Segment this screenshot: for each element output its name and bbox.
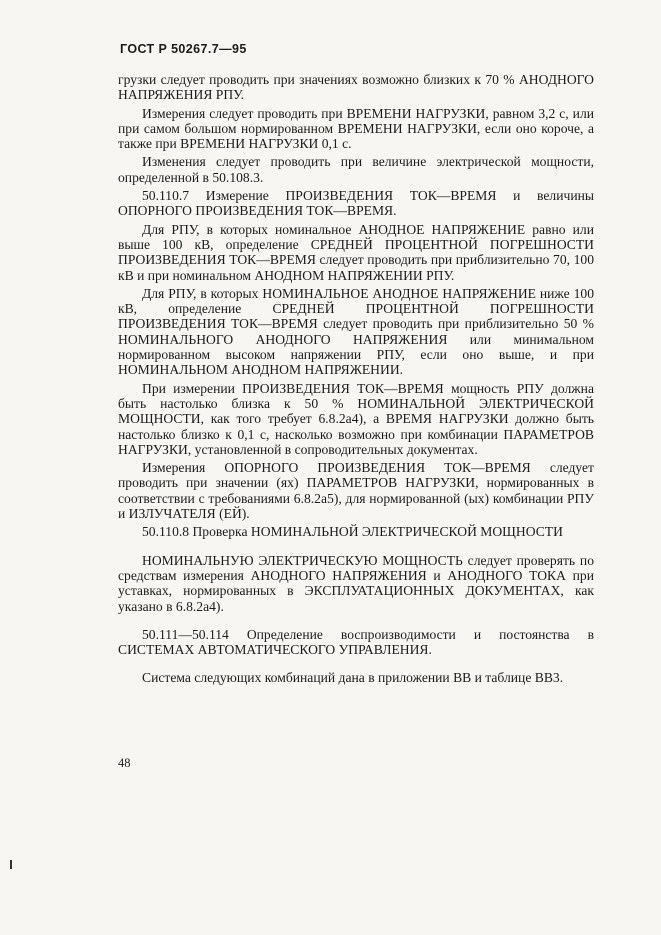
page-number: 48	[118, 756, 131, 770]
clause-50-110-8: 50.110.8 Проверка НОМИНАЛЬНОЙ ЭЛЕКТРИЧЕСКОЙ МОЩНОСТИ	[142, 524, 563, 540]
document-header: ГОСТ Р 50267.7—95	[120, 42, 247, 56]
paragraph-power-condition: Изменения следует проводить при величине электрической мощности, определенной в 50.108.3.	[118, 154, 594, 185]
clause-50-111-114: 50.111—50.114 Определение воспроизводимости и постоянства в СИСТЕМАХ АВТОМАТИЧЕСКОГО УПРАВЛЕНИЯ.	[118, 626, 594, 658]
paragraph-power-during-measurement: При измерении ПРОИЗВЕДЕНИЯ ТОК—ВРЕМЯ мощность РПУ должна быть настолько близка к 50 % НОМИНАЛЬНОЙ ЭЛЕКТРИЧЕСКОЙ МОЩНОСТИ, как того требует 6.8.2а4), а ВРЕМЯ НАГРУЗКИ должно быть настолько близко к 0,1 с, насколько возможно при комбинации ПАРАМЕТРОВ НАГРУЗКИ, установленной в сопроводительных документах.	[118, 380, 594, 457]
paragraph-nominal-power-check: НОМИНАЛЬНУЮ ЭЛЕКТРИЧЕСКУЮ МОЩНОСТЬ следует проверять по средствам измерения АНОДНОГО НАПРЯЖЕНИЯ и АНОДНОГО ТОКА при уставках, нормированных в ЭКСПЛУАТАЦИОННЫХ ДОКУМЕНТАХ, как указано в 6.8.2а4).	[118, 552, 594, 614]
paragraph-measurement-time: Измерения следует проводить при ВРЕМЕНИ НАГРУЗКИ, равном 3,2 с, или при самом большом нормированном ВРЕМЕНИ НАГРУЗКИ, если оно короче, а также при ВРЕМЕНИ НАГРУЗКИ 0,1 с.	[118, 105, 594, 152]
paragraph-reference-product: Измерения ОПОРНОГО ПРОИЗВЕДЕНИЯ ТОК—ВРЕМЯ следует проводить при значении (ях) ПАРАМЕТРОВ НАГРУЗКИ, нормированных в соответствии с требованиями 6.8.2а5), для нормированной (ых) комбинации РПУ и ИЗЛУЧАТЕЛЯ (ЕЙ).	[118, 460, 594, 522]
clause-50-110-7: 50.110.7 Измерение ПРОИЗВЕДЕНИЯ ТОК—ВРЕМЯ и величины ОПОРНОГО ПРОИЗВЕДЕНИЯ ТОК—ВРЕМЯ.	[118, 188, 594, 219]
body-text	[118, 72, 594, 689]
paragraph-low-voltage: Для РПУ, в которых НОМИНАЛЬНОЕ АНОДНОЕ НАПРЯЖЕНИЕ ниже 100 кВ, определение СРЕДНЕЙ ПРОЦЕНТНОЙ ПОГРЕШНОСТИ ПРОИЗВЕДЕНИЯ ТОК—ВРЕМЯ следует проводить при приблизительно 50 % НОМИНАЛЬНОГО АНОДНОГО НАПРЯЖЕНИЯ или минимальном нормированном высоком напряжении РПУ, если оно выше, и при НОМИНАЛЬНОМ АНОДНОМ НАПРЯЖЕНИИ.	[118, 285, 594, 378]
paragraph-continuation: грузки следует проводить при значениях возможно близких к 70 % АНОДНОГО НАПРЯЖЕНИЯ РПУ.	[118, 72, 594, 103]
paragraph-annex-reference: Система следующих комбинаций дана в приложении ВВ и таблице ВВ3.	[142, 670, 564, 686]
paragraph-high-voltage: Для РПУ, в которых номинальное АНОДНОЕ НАПРЯЖЕНИЕ равно или выше 100 кВ, определение СРЕДНЕЙ ПРОЦЕНТНОЙ ПОГРЕШНОСТИ ПРОИЗВЕДЕНИЯ ТОК—ВРЕМЯ следует проводить при приблизительно 70, 100 кВ и при номинальном АНОДНОМ НАПРЯЖЕНИИ РПУ.	[118, 221, 594, 283]
scan-mark	[10, 860, 12, 869]
